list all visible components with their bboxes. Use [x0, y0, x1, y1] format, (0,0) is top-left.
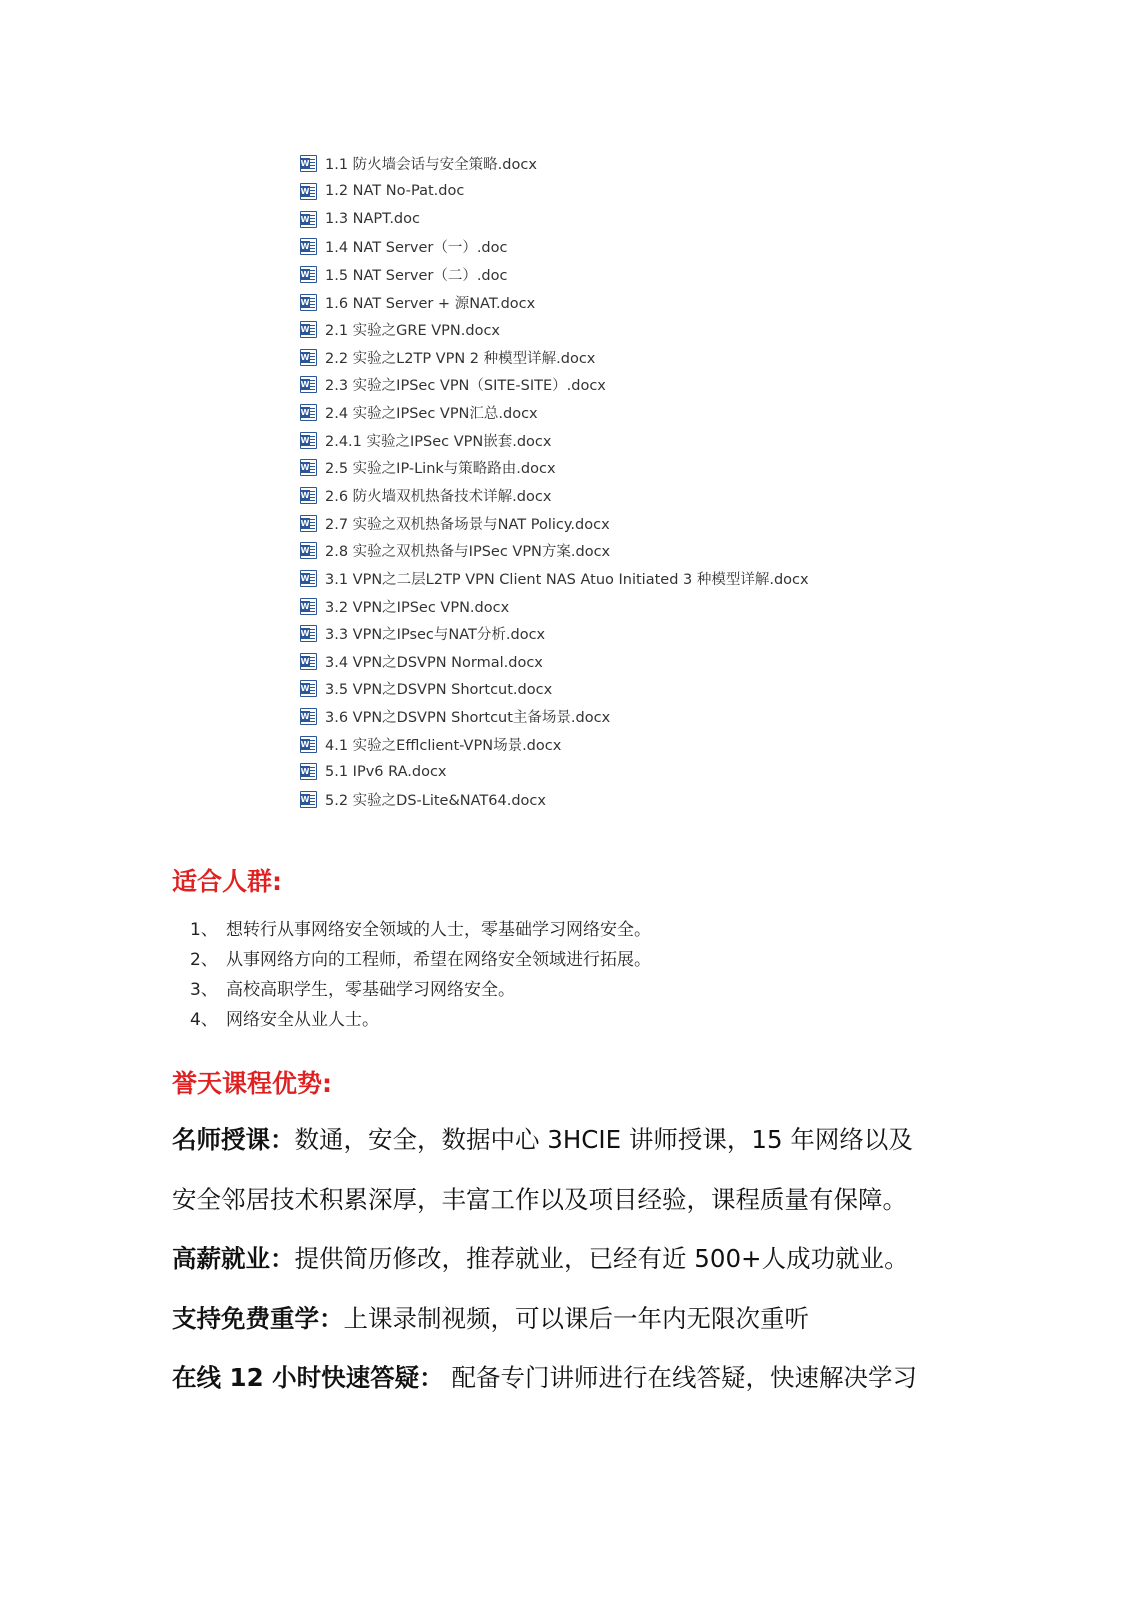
file-item[interactable]: [300, 178, 809, 206]
word-doc-icon: W: [300, 791, 317, 808]
advantage-label: 在线 12 小时快速答疑：: [172, 1363, 444, 1392]
file-item[interactable]: [300, 537, 809, 565]
word-doc-icon: W: [300, 432, 317, 449]
file-name: 2.3 实验之IPSec VPN（SITE-SITE）.docx: [325, 378, 606, 395]
item-text: 从事网络方向的工程师，希望在网络安全领域进行拓展。: [226, 949, 651, 970]
advantage-label: 名师授课：: [172, 1125, 295, 1154]
file-name: 2.4.1 实验之IPSec VPN嵌套.docx: [325, 433, 552, 450]
file-item[interactable]: [300, 730, 809, 758]
file-item[interactable]: [300, 399, 809, 427]
file-item[interactable]: [300, 261, 809, 289]
file-name: 1.5 NAT Server（二）.doc: [325, 267, 508, 284]
word-doc-icon: W: [300, 763, 317, 780]
word-doc-icon: W: [300, 570, 317, 587]
file-name: 2.1 实验之GRE VPN.docx: [325, 323, 500, 340]
advantage-line: [172, 1110, 972, 1170]
file-list: [300, 150, 809, 813]
word-doc-icon: W: [300, 155, 317, 172]
file-name: 1.1 防火墙会话与安全策略.docx: [325, 157, 537, 174]
advantage-line: [172, 1170, 972, 1230]
word-doc-icon: W: [300, 211, 317, 228]
file-item[interactable]: [300, 758, 809, 786]
file-name: 3.5 VPN之DSVPN Shortcut.docx: [325, 682, 553, 699]
word-doc-icon: W: [300, 598, 317, 615]
list-item: [190, 972, 651, 1002]
file-name: 1.3 NAPT.doc: [325, 211, 420, 228]
file-item[interactable]: [300, 150, 809, 178]
file-item[interactable]: [300, 648, 809, 676]
list-item: [190, 912, 651, 942]
file-name: 3.6 VPN之DSVPN Shortcut主备场景.docx: [325, 710, 611, 727]
word-doc-icon: W: [300, 404, 317, 421]
advantage-text: 安全邻居技术积累深厚，丰富工作以及项目经验，课程质量有保障。: [172, 1184, 907, 1214]
word-doc-icon: W: [300, 680, 317, 697]
list-item: [190, 1002, 651, 1032]
word-doc-icon: W: [300, 653, 317, 670]
advantage-label: 高薪就业：: [172, 1244, 295, 1273]
item-text: 网络安全从业人士。: [226, 1009, 379, 1030]
file-name: 2.7 实验之双机热备场景与NAT Policy.docx: [325, 516, 610, 533]
item-number: 1、: [190, 919, 218, 940]
word-doc-icon: W: [300, 376, 317, 393]
list-item: [190, 942, 651, 972]
word-doc-icon: W: [300, 266, 317, 283]
word-doc-icon: W: [300, 708, 317, 725]
file-item[interactable]: [300, 454, 809, 482]
word-doc-icon: W: [300, 515, 317, 532]
file-item[interactable]: [300, 786, 809, 814]
word-doc-icon: W: [300, 294, 317, 311]
item-number: 2、: [190, 949, 218, 970]
file-name: 1.6 NAT Server + 源NAT.docx: [325, 295, 536, 312]
advantage-line: [172, 1348, 972, 1408]
file-name: 2.2 实验之L2TP VPN 2 种模型详解.docx: [325, 350, 596, 367]
file-name: 2.5 实验之IP-Link与策略路由.docx: [325, 461, 556, 478]
audience-list: [190, 912, 651, 1032]
file-item[interactable]: [300, 482, 809, 510]
advantage-text: 数通，安全，数据中心 3HCIE 讲师授课，15 年网络以及: [294, 1125, 913, 1154]
advantage-line: [172, 1289, 972, 1349]
file-name: 2.4 实验之IPSec VPN汇总.docx: [325, 406, 538, 423]
file-item[interactable]: [300, 703, 809, 731]
file-item[interactable]: [300, 426, 809, 454]
item-text: 高校高职学生，零基础学习网络安全。: [226, 979, 515, 1000]
file-item[interactable]: [300, 592, 809, 620]
word-doc-icon: W: [300, 349, 317, 366]
file-item[interactable]: [300, 316, 809, 344]
item-number: 4、: [190, 1009, 218, 1030]
item-number: 3、: [190, 979, 218, 1000]
word-doc-icon: W: [300, 625, 317, 642]
audience-title: 适合人群:: [172, 867, 282, 896]
file-name: 3.2 VPN之IPSec VPN.docx: [325, 599, 510, 616]
advantages-title: 誉天课程优势:: [172, 1069, 332, 1098]
file-item[interactable]: [300, 205, 809, 233]
word-doc-icon: W: [300, 487, 317, 504]
word-doc-icon: W: [300, 736, 317, 753]
advantage-text: 提供简历修改，推荐就业，已经有近 500+人成功就业。: [294, 1244, 909, 1273]
file-item[interactable]: [300, 288, 809, 316]
word-doc-icon: W: [300, 459, 317, 476]
word-doc-icon: W: [300, 542, 317, 559]
file-name: 1.2 NAT No-Pat.doc: [325, 183, 465, 200]
word-doc-icon: W: [300, 238, 317, 255]
advantage-label: 支持免费重学：: [172, 1303, 344, 1333]
word-doc-icon: W: [300, 183, 317, 200]
file-name: 3.1 VPN之二层L2TP VPN Client NAS Atuo Initiated 3 种模型详解.docx: [325, 571, 809, 588]
file-name: 5.1 IPv6 RA.docx: [325, 763, 447, 780]
file-item[interactable]: [300, 565, 809, 593]
file-name: 4.1 实验之Efflclient-VPN场景.docx: [325, 737, 562, 754]
file-item[interactable]: [300, 675, 809, 703]
file-item[interactable]: [300, 371, 809, 399]
file-name: 5.2 实验之DS-Lite&NAT64.docx: [325, 793, 546, 810]
file-name: 1.4 NAT Server（一）.doc: [325, 240, 508, 257]
file-item[interactable]: [300, 343, 809, 371]
file-item[interactable]: [300, 233, 809, 261]
advantage-text: 配备专门讲师进行在线答疑，快速解决学习: [443, 1363, 917, 1392]
item-text: 想转行从事网络安全领域的人士，零基础学习网络安全。: [226, 919, 651, 940]
advantage-text: 上课录制视频，可以课后一年内无限次重听: [343, 1303, 809, 1333]
file-item[interactable]: [300, 620, 809, 648]
advantage-line: [172, 1229, 972, 1289]
file-name: 2.6 防火墙双机热备技术详解.docx: [325, 489, 552, 505]
file-name: 3.4 VPN之DSVPN Normal.docx: [325, 654, 543, 671]
word-doc-icon: W: [300, 321, 317, 338]
file-name: 3.3 VPN之IPsec与NAT分析.docx: [325, 627, 546, 644]
file-item[interactable]: [300, 509, 809, 537]
advantages-body: [172, 1110, 972, 1408]
file-name: 2.8 实验之双机热备与IPSec VPN方案.docx: [325, 544, 611, 561]
